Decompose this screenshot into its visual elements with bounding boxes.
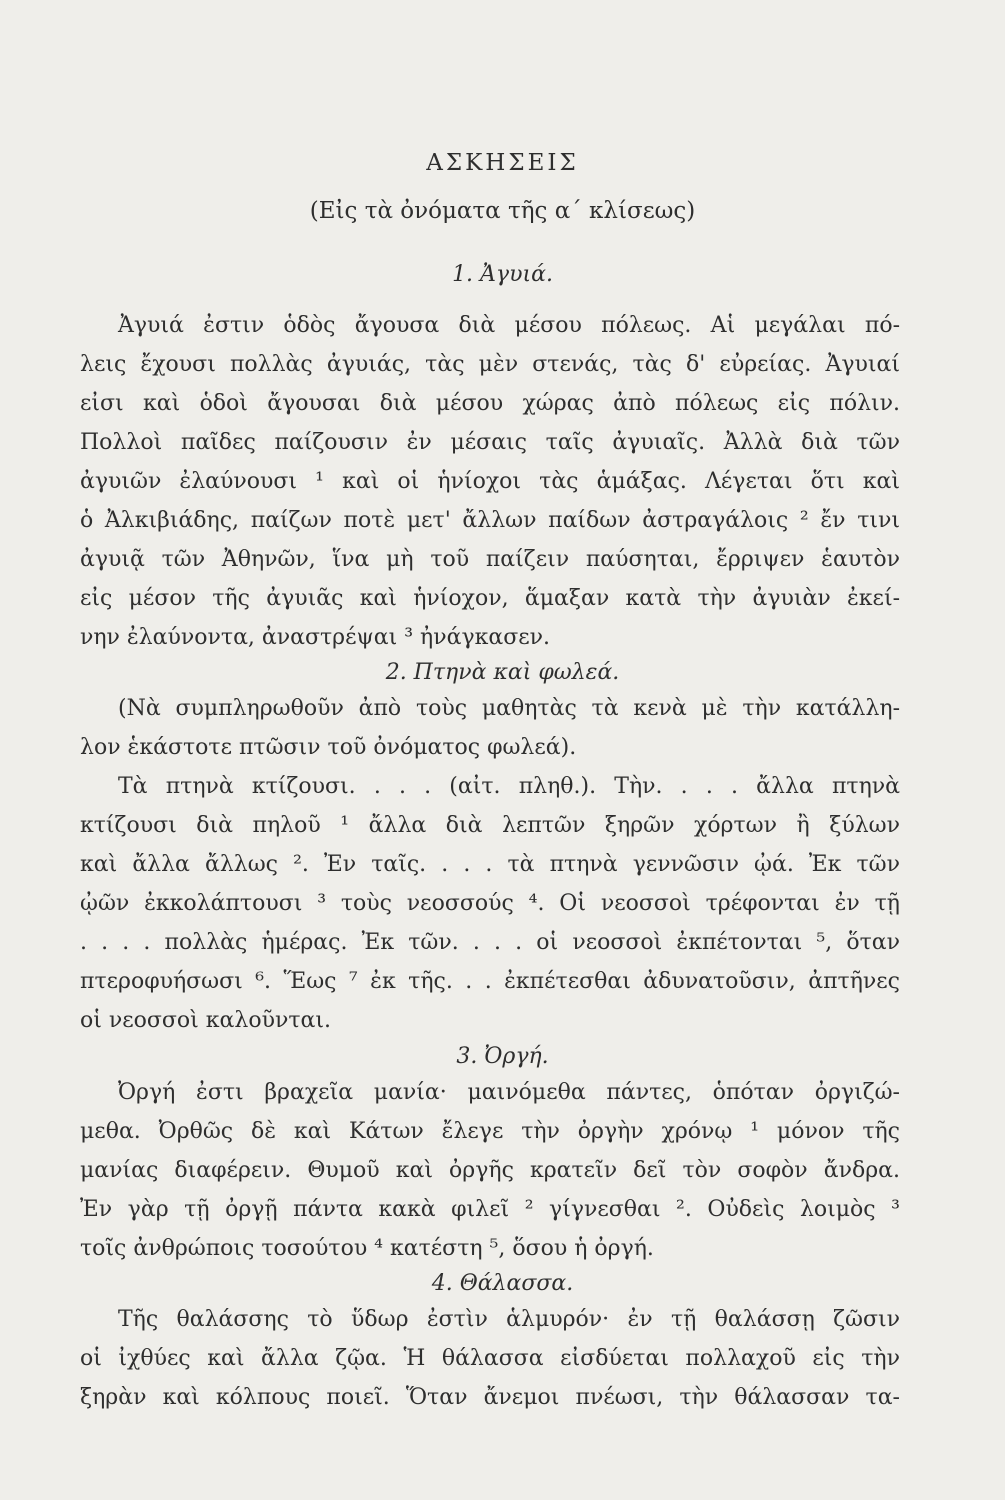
text-line: μεθα. Ὀρθῶς δὲ καὶ Κάτων ἔλεγε τὴν ὀργὴν χρόνῳ ¹ μόνον τῆς bbox=[80, 1119, 900, 1144]
text-line: κτίζουσι διὰ πηλοῦ ¹ ἄλλα διὰ λεπτῶν ξηρῶν χόρτων ἢ ξύλων bbox=[80, 813, 900, 838]
text-line: Τὰ πτηνὰ κτίζουσι. . . . (αἰτ. πληθ.). Τὴν. . . . ἄλλα πτηνὰ bbox=[118, 774, 900, 799]
section-heading-1: 1. Ἀγυιά. bbox=[452, 262, 553, 287]
text-line: ὁ Ἀλκιβιάδης, παίζων ποτὲ μετ' ἄλλων παίδων ἀστραγάλοις ² ἔν τινι bbox=[80, 508, 900, 533]
page-subtitle: (Εἰς τὰ ὀνόματα τῆς α΄ κλίσεως) bbox=[309, 198, 696, 224]
text-line: λεις ἔχουσι πολλὰς ἀγυιάς, τὰς μὲν στενάς, τὰς δ' εὐρείας. Ἀγυιαί bbox=[80, 352, 900, 377]
text-line: Ἀγυιά ἐστιν ὁδὸς ἄγουσα διὰ μέσου πόλεως. Αἱ μεγάλαι πό- bbox=[118, 313, 900, 338]
text-line: οἱ ἰχθύες καὶ ἄλλα ζῷα. Ἡ θάλασσα εἰσδύεται πολλαχοῦ εἰς τὴν bbox=[80, 1346, 900, 1371]
text-line: ἀγυιῶν ἐλαύνουσι ¹ καὶ οἱ ἡνίοχοι τὰς ἁμάξας. Λέγεται ὅτι καὶ bbox=[80, 469, 900, 494]
text-line: οἱ νεοσσοὶ καλοῦνται. bbox=[80, 1008, 331, 1033]
section-heading-4: 4. Θάλασσα. bbox=[431, 1271, 574, 1296]
text-line: πτεροφυήσωσι ⁶. Ἕως ⁷ ἐκ τῆς. . . ἐκπέτεσθαι ἀδυνατοῦσιν, ἀπτῆνες bbox=[80, 969, 900, 994]
text-line: ἀγυιᾷ τῶν Ἀθηνῶν, ἵνα μὴ τοῦ παίζειν παύσηται, ἔρριψεν ἑαυτὸν bbox=[80, 547, 900, 572]
text-line: Τῆς θαλάσσης τὸ ὕδωρ ἐστὶν ἁλμυρόν· ἐν τῇ θαλάσσῃ ζῶσιν bbox=[118, 1307, 900, 1332]
text-line: λον ἑκάστοτε πτῶσιν τοῦ ὀνόματος φωλεά). bbox=[80, 735, 577, 760]
text-line: μανίας διαφέρειν. Θυμοῦ καὶ ὀργῆς κρατεῖν δεῖ τὸν σοφὸν ἄνδρα. bbox=[80, 1158, 900, 1183]
text-line: καὶ ἄλλα ἄλλως ². Ἐν ταῖς. . . . τὰ πτηνὰ γεννῶσιν ᾠά. Ἐκ τῶν bbox=[80, 852, 900, 877]
text-line: εἰς μέσον τῆς ἀγυιᾶς καὶ ἡνίοχον, ἅμαξαν κατὰ τὴν ἀγυιὰν ἐκεί- bbox=[80, 586, 900, 611]
text-line: . . . . πολλὰς ἡμέρας. Ἐκ τῶν. . . . οἱ νεοσσοὶ ἐκπέτονται ⁵, ὅταν bbox=[80, 930, 900, 955]
section-heading-2: 2. Πτηνὰ καὶ φωλεά. bbox=[385, 660, 620, 685]
text-line: ξηρὰν καὶ κόλπους ποιεῖ. Ὅταν ἄνεμοι πνέωσι, τὴν θάλασσαν τα- bbox=[80, 1385, 900, 1410]
page-title: ΑΣΚΗΣΕΙΣ bbox=[426, 150, 579, 176]
text-line: Ὀργή ἐστι βραχεῖα μανία· μαινόμεθα πάντες, ὁπόταν ὀργιζώ- bbox=[118, 1080, 900, 1105]
text-line: εἰσι καὶ ὁδοὶ ἄγουσαι διὰ μέσου χώρας ἀπὸ πόλεως εἰς πόλιν. bbox=[80, 391, 900, 416]
text-line: Ἐν γὰρ τῇ ὀργῇ πάντα κακὰ φιλεῖ ² γίγνεσθαι ². Οὐδεὶς λοιμὸς ³ bbox=[80, 1197, 900, 1222]
text-line: νην ἐλαύνοντα, ἀναστρέψαι ³ ἠνάγκασεν. bbox=[80, 625, 551, 650]
text-line: Πολλοὶ παῖδες παίζουσιν ἐν μέσαις ταῖς ἀγυιαῖς. Ἀλλὰ διὰ τῶν bbox=[80, 430, 900, 455]
text-line: τοῖς ἀνθρώποις τοσούτου ⁴ κατέστη ⁵, ὅσου ἡ ὀργή. bbox=[80, 1236, 654, 1261]
text-line: (Νὰ συμπληρωθοῦν ἀπὸ τοὺς μαθητὰς τὰ κενὰ μὲ τὴν κατάλλη- bbox=[118, 696, 900, 721]
section-heading-3: 3. Ὀργή. bbox=[456, 1044, 549, 1069]
text-line: ᾠῶν ἐκκολάπτουσι ³ τοὺς νεοσσούς ⁴. Οἱ νεοσσοὶ τρέφονται ἐν τῇ bbox=[80, 891, 900, 916]
